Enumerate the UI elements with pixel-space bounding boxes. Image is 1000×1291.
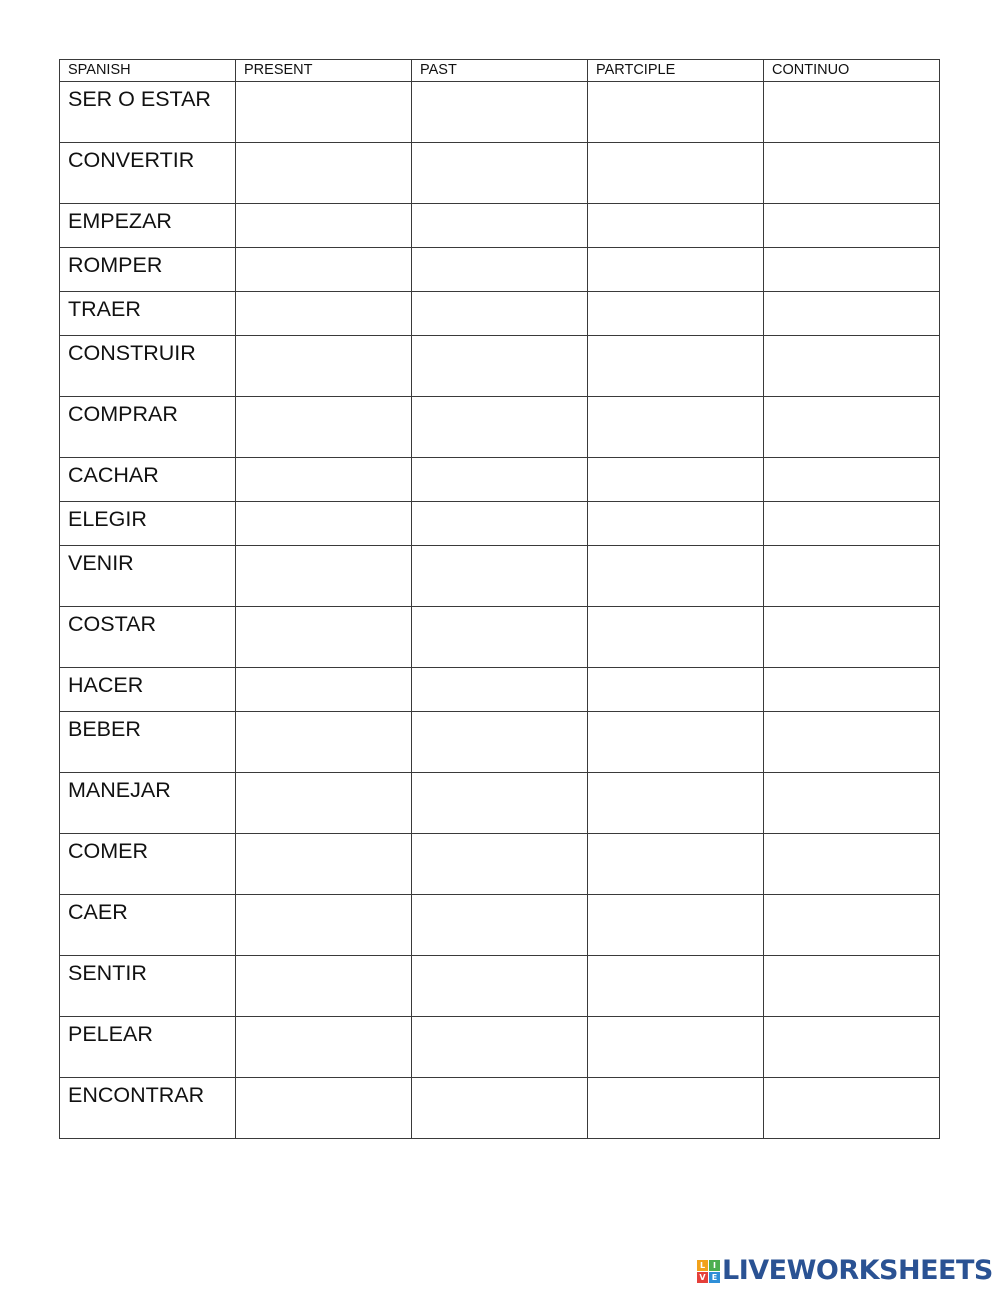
answer-cell-continuo[interactable] — [764, 502, 940, 546]
answer-cell-continuo[interactable] — [764, 458, 940, 502]
answer-cell-participle[interactable] — [588, 336, 764, 397]
answer-cell-participle[interactable] — [588, 834, 764, 895]
verb-cell: MANEJAR — [60, 773, 236, 834]
answer-cell-continuo[interactable] — [764, 834, 940, 895]
answer-cell-past[interactable] — [412, 336, 588, 397]
liveworksheets-logo-icon — [697, 1260, 719, 1282]
answer-cell-present[interactable] — [236, 668, 412, 712]
verb-cell: CAER — [60, 895, 236, 956]
table-row — [60, 956, 940, 1017]
answer-cell-present[interactable] — [236, 204, 412, 248]
answer-cell-past[interactable] — [412, 773, 588, 834]
answer-cell-continuo[interactable] — [764, 204, 940, 248]
table-row — [60, 248, 940, 292]
verb-cell: COMPRAR — [60, 397, 236, 458]
answer-cell-present[interactable] — [236, 1017, 412, 1078]
answer-cell-participle[interactable] — [588, 292, 764, 336]
liveworksheets-brand — [697, 1256, 993, 1286]
answer-cell-past[interactable] — [412, 458, 588, 502]
header-row — [60, 60, 940, 82]
table-row — [60, 502, 940, 546]
answer-cell-present[interactable] — [236, 82, 412, 143]
answer-cell-present[interactable] — [236, 607, 412, 668]
answer-cell-participle[interactable] — [588, 607, 764, 668]
answer-cell-past[interactable] — [412, 292, 588, 336]
logo-letter-e: E — [709, 1272, 720, 1283]
table-row — [60, 773, 940, 834]
header-participle: PARTCIPLE — [588, 60, 764, 82]
table-row — [60, 143, 940, 204]
answer-cell-continuo[interactable] — [764, 607, 940, 668]
answer-cell-present[interactable] — [236, 712, 412, 773]
answer-cell-past[interactable] — [412, 668, 588, 712]
answer-cell-continuo[interactable] — [764, 895, 940, 956]
answer-cell-participle[interactable] — [588, 773, 764, 834]
answer-cell-past[interactable] — [412, 1078, 588, 1139]
verb-cell: COSTAR — [60, 607, 236, 668]
answer-cell-participle[interactable] — [588, 143, 764, 204]
answer-cell-past[interactable] — [412, 834, 588, 895]
answer-cell-continuo[interactable] — [764, 143, 940, 204]
answer-cell-past[interactable] — [412, 204, 588, 248]
answer-cell-present[interactable] — [236, 546, 412, 607]
header-present: PRESENT — [236, 60, 412, 82]
table-row — [60, 712, 940, 773]
logo-letter-v: V — [697, 1272, 708, 1283]
answer-cell-present[interactable] — [236, 1078, 412, 1139]
verb-cell: BEBER — [60, 712, 236, 773]
answer-cell-past[interactable] — [412, 82, 588, 143]
answer-cell-present[interactable] — [236, 956, 412, 1017]
table-row — [60, 204, 940, 248]
table-row — [60, 546, 940, 607]
verb-cell: COMER — [60, 834, 236, 895]
answer-cell-present[interactable] — [236, 336, 412, 397]
table-row — [60, 607, 940, 668]
verb-cell: SER O ESTAR — [60, 82, 236, 143]
answer-cell-past[interactable] — [412, 956, 588, 1017]
table-row — [60, 82, 940, 143]
answer-cell-past[interactable] — [412, 895, 588, 956]
header-past: PAST — [412, 60, 588, 82]
answer-cell-participle[interactable] — [588, 248, 764, 292]
table-row — [60, 1017, 940, 1078]
verb-cell: HACER — [60, 668, 236, 712]
answer-cell-present[interactable] — [236, 895, 412, 956]
answer-cell-present[interactable] — [236, 292, 412, 336]
table-row — [60, 668, 940, 712]
answer-cell-participle[interactable] — [588, 1078, 764, 1139]
answer-cell-past[interactable] — [412, 502, 588, 546]
answer-cell-participle[interactable] — [588, 668, 764, 712]
answer-cell-present[interactable] — [236, 458, 412, 502]
answer-cell-present[interactable] — [236, 397, 412, 458]
answer-cell-continuo[interactable] — [764, 546, 940, 607]
answer-cell-participle[interactable] — [588, 546, 764, 607]
verb-cell: VENIR — [60, 546, 236, 607]
answer-cell-present[interactable] — [236, 834, 412, 895]
verb-cell: TRAER — [60, 292, 236, 336]
logo-letter-i: I — [709, 1260, 720, 1271]
answer-cell-continuo[interactable] — [764, 956, 940, 1017]
verb-cell: SENTIR — [60, 956, 236, 1017]
answer-cell-continuo[interactable] — [764, 1017, 940, 1078]
answer-cell-continuo[interactable] — [764, 336, 940, 397]
answer-cell-participle[interactable] — [588, 204, 764, 248]
answer-cell-participle[interactable] — [588, 502, 764, 546]
answer-cell-participle[interactable] — [588, 397, 764, 458]
answer-cell-continuo[interactable] — [764, 82, 940, 143]
answer-cell-past[interactable] — [412, 712, 588, 773]
verb-cell: CONSTRUIR — [60, 336, 236, 397]
table-body — [60, 82, 940, 1139]
table-row — [60, 458, 940, 502]
answer-cell-continuo[interactable] — [764, 248, 940, 292]
answer-cell-past[interactable] — [412, 397, 588, 458]
table-row — [60, 292, 940, 336]
answer-cell-past[interactable] — [412, 1017, 588, 1078]
verb-cell: CONVERTIR — [60, 143, 236, 204]
verb-cell: ELEGIR — [60, 502, 236, 546]
answer-cell-present[interactable] — [236, 248, 412, 292]
header-spanish: SPANISH — [60, 60, 236, 82]
verb-conjugation-table — [59, 59, 940, 1139]
answer-cell-participle[interactable] — [588, 82, 764, 143]
answer-cell-participle[interactable] — [588, 1017, 764, 1078]
verb-cell: PELEAR — [60, 1017, 236, 1078]
answer-cell-participle[interactable] — [588, 956, 764, 1017]
verb-cell: ROMPER — [60, 248, 236, 292]
answer-cell-continuo[interactable] — [764, 1078, 940, 1139]
answer-cell-past[interactable] — [412, 143, 588, 204]
verb-cell: ENCONTRAR — [60, 1078, 236, 1139]
answer-cell-present[interactable] — [236, 502, 412, 546]
table-row — [60, 1078, 940, 1139]
table-row — [60, 834, 940, 895]
verb-cell: EMPEZAR — [60, 204, 236, 248]
brand-wordmark: LIVEWORKSHEETS — [722, 1255, 993, 1286]
answer-cell-continuo[interactable] — [764, 712, 940, 773]
answer-cell-continuo[interactable] — [764, 668, 940, 712]
answer-cell-participle[interactable] — [588, 712, 764, 773]
answer-cell-present[interactable] — [236, 143, 412, 204]
answer-cell-continuo[interactable] — [764, 397, 940, 458]
answer-cell-past[interactable] — [412, 607, 588, 668]
table-row — [60, 397, 940, 458]
header-continuo: CONTINUO — [764, 60, 940, 82]
answer-cell-participle[interactable] — [588, 458, 764, 502]
answer-cell-past[interactable] — [412, 248, 588, 292]
answer-cell-participle[interactable] — [588, 895, 764, 956]
logo-letter-l: L — [697, 1260, 708, 1271]
answer-cell-continuo[interactable] — [764, 292, 940, 336]
verb-cell: CACHAR — [60, 458, 236, 502]
answer-cell-present[interactable] — [236, 773, 412, 834]
answer-cell-continuo[interactable] — [764, 773, 940, 834]
table-row — [60, 895, 940, 956]
answer-cell-past[interactable] — [412, 546, 588, 607]
table-row — [60, 336, 940, 397]
